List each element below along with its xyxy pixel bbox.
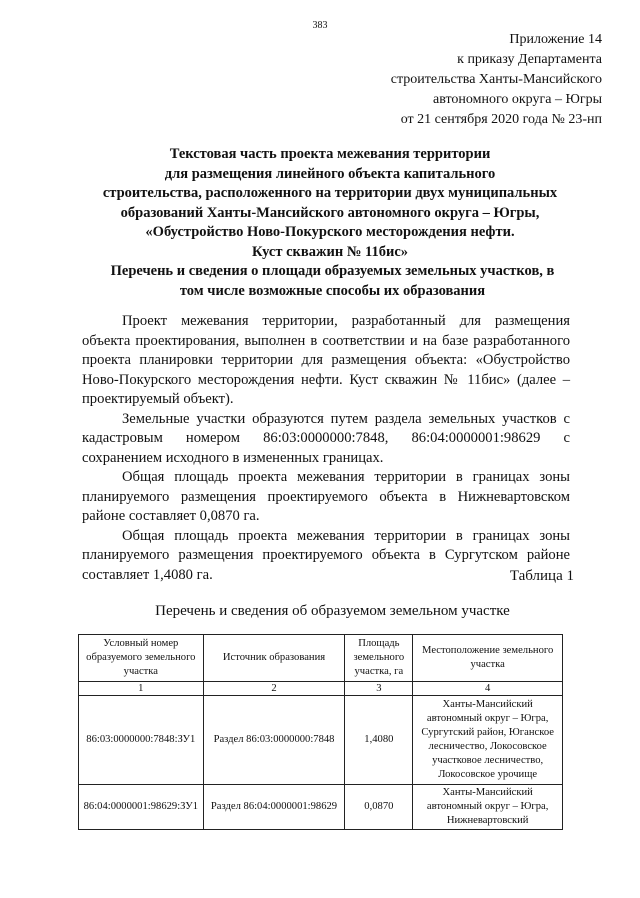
header-cell: Источник образования bbox=[203, 635, 345, 682]
column-number-row bbox=[79, 682, 563, 696]
paragraph: Общая площадь проекта межевания территории в границах зоны планируемого размещения проектируемого объекта в Сургутском районе составляет 1,4080 га. bbox=[82, 527, 570, 583]
column-number: 3 bbox=[345, 682, 413, 696]
source-cell: Раздел 86:04:0000001:98629 bbox=[203, 785, 345, 830]
title-line: строительства, расположенного на территории двух муниципальных bbox=[102, 185, 558, 202]
parcel-number-cell: 86:04:0000001:98629:ЗУ1 bbox=[79, 785, 204, 830]
paragraph: Земельные участки образуются путем раздела земельных участков с кадастровым номером 86:03:0000000:7848, 86:04:0000001:98629 с сохранением исходного в измененных границах. bbox=[82, 410, 570, 466]
appendix-header bbox=[302, 30, 602, 130]
column-number: 4 bbox=[413, 682, 563, 696]
table-label: Таблица 1 bbox=[509, 568, 574, 584]
table-row bbox=[79, 696, 563, 785]
appendix-line: к приказу Департамента bbox=[457, 52, 602, 67]
appendix-line: от 21 сентября 2020 года № 23-нп bbox=[400, 112, 602, 127]
title-line: Текстовая часть проекта межевания территории bbox=[169, 146, 491, 162]
header-cell: Условный номер образуемого земельного участка bbox=[79, 635, 204, 682]
title-line: для размещения линейного объекта капитального bbox=[164, 165, 496, 182]
header-cell: Площадь земельного участка, га bbox=[345, 635, 413, 682]
parcel-number-cell: 86:03:0000000:7848:ЗУ1 bbox=[79, 696, 204, 785]
paragraph: Проект межевания территории, разработанный для размещения объекта проектирования, выполнен в соответствии и на базе разработанного проекта планировки территории для размещения объекта: «Обустройство Ново-Покурского месторождения нефти. Куст скважин № 11бис» (далее – проектируемый объект). bbox=[82, 313, 570, 407]
location-cell: Ханты-Мансийский автономный округ – Югра, Сургутский район, Юганское лесничество, Локосовское участковое лесничество, Локосовское урочище bbox=[413, 696, 563, 785]
column-number: 2 bbox=[203, 682, 345, 696]
document-title bbox=[70, 145, 590, 263]
title-line: образований Ханты-Мансийского автономного округа – Югры, bbox=[120, 204, 540, 221]
header-cell: Местоположение земельного участка bbox=[413, 635, 563, 682]
parcels-table bbox=[78, 634, 563, 830]
source-cell: Раздел 86:03:0000000:7848 bbox=[203, 696, 345, 785]
body-text bbox=[82, 312, 570, 585]
column-number: 1 bbox=[79, 682, 204, 696]
paragraph: Общая площадь проекта межевания территории в границах зоны планируемого размещения проектируемого объекта в Нижневартовском районе составляет 0,0870 га. bbox=[82, 469, 570, 524]
table-row bbox=[79, 785, 563, 830]
section-heading-line: том числе возможные способы их образования bbox=[179, 282, 486, 299]
page-number: 383 bbox=[312, 20, 328, 31]
area-cell: 0,0870 bbox=[345, 785, 413, 830]
table-header-row bbox=[79, 635, 563, 682]
appendix-line: Приложение 14 bbox=[509, 32, 602, 47]
title-line: «Обустройство Ново-Покурского месторождения нефти. bbox=[145, 224, 515, 241]
title-line: Куст скважин № 11бис» bbox=[251, 243, 409, 260]
appendix-line: автономного округа – Югры bbox=[433, 92, 602, 107]
location-cell: Ханты-Мансийский автономный округ – Югра, Нижневартовский bbox=[413, 785, 563, 830]
appendix-line: строительства Ханты-Мансийского bbox=[390, 72, 602, 87]
section-heading bbox=[70, 262, 595, 301]
area-cell: 1,4080 bbox=[345, 696, 413, 785]
table-caption: Перечень и сведения об образуемом земельном участке bbox=[155, 603, 510, 619]
section-heading-line: Перечень и сведения о площади образуемых земельных участков, в bbox=[110, 263, 555, 279]
